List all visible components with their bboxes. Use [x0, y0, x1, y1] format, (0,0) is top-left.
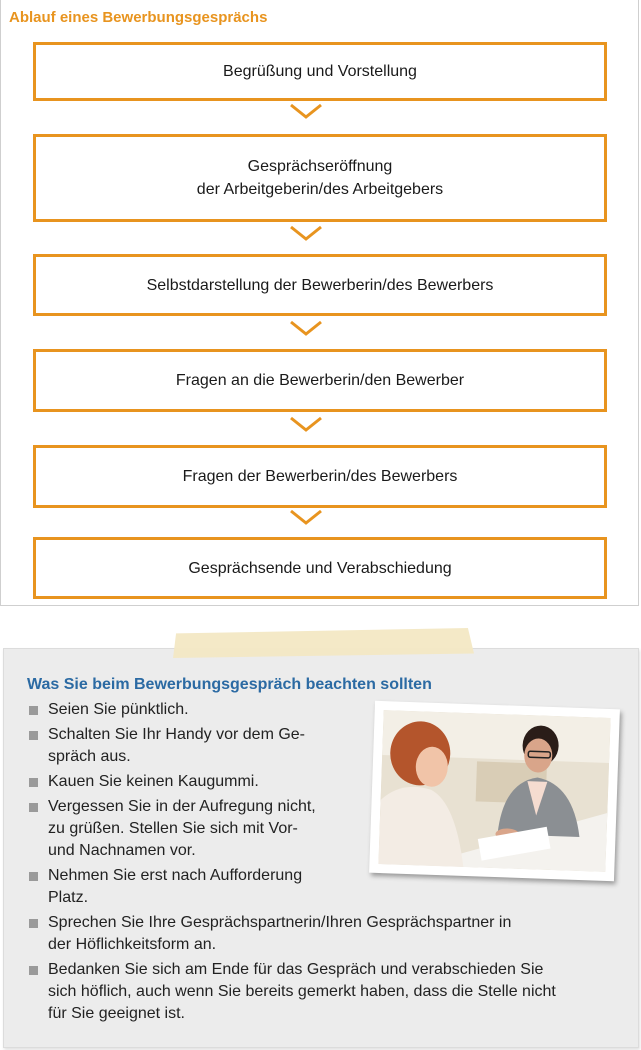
- square-bullet-icon: [29, 778, 38, 787]
- tip-text: Seien Sie pünktlich.: [48, 701, 189, 718]
- flow-step-5-label: Fragen der Bewerberin/des Bewerbers: [182, 468, 458, 485]
- tip-item: [28, 699, 588, 721]
- tip-text: Kauen Sie keinen Kaugummi.: [48, 773, 259, 790]
- flow-step-6: [33, 537, 607, 599]
- flow-step-5: [33, 445, 607, 508]
- flow-step-2-label: Gesprächseröffnung der Arbeitgeberin/des Arbeitgebers: [196, 158, 444, 198]
- tip-item: [28, 724, 338, 768]
- tip-text: Sprechen Sie Ihre Gesprächspartnerin/Ihren Gesprächspartner in der Höflichkeitsform an.: [48, 914, 512, 953]
- down-arrow-icon: [289, 416, 323, 432]
- down-arrow-icon: [289, 320, 323, 336]
- flow-step-4: [33, 349, 607, 412]
- tape-decoration: [170, 628, 474, 658]
- square-bullet-icon: [29, 706, 38, 715]
- tip-item: [28, 865, 338, 909]
- square-bullet-icon: [29, 731, 38, 740]
- square-bullet-icon: [29, 919, 38, 928]
- flow-step-3-label: Selbstdarstellung der Bewerberin/des Bewerbers: [146, 276, 494, 294]
- tip-item: [28, 771, 588, 793]
- tip-text: Bedanken Sie sich am Ende für das Gespräch und verabschieden Sie sich höflich, auch wenn Sie bereits gemerkt haben, dass die Stelle nicht für Sie geeignet ist.: [48, 961, 556, 1022]
- tips-list: [28, 699, 588, 1028]
- tip-item: [28, 959, 588, 1025]
- tip-text: Nehmen Sie erst nach Aufforderung Platz.: [48, 867, 303, 906]
- down-arrow-icon: [289, 509, 323, 525]
- flow-step-6-label: Gesprächsende und Verabschiedung: [188, 559, 452, 577]
- flow-step-3: [33, 254, 607, 316]
- down-arrow-icon: [289, 225, 323, 241]
- tip-text: Vergessen Sie in der Aufregung nicht, zu grüßen. Stellen Sie sich mit Vor- und Nachnamen vor.: [48, 798, 316, 859]
- flowchart-title: Ablauf eines Bewerbungsgesprächs: [9, 9, 268, 26]
- tip-item: [28, 912, 588, 956]
- flow-step-1: [33, 42, 607, 101]
- square-bullet-icon: [29, 872, 38, 881]
- square-bullet-icon: [29, 803, 38, 812]
- flow-step-4-label: Fragen an die Bewerberin/den Bewerber: [175, 372, 465, 389]
- tip-item: [28, 796, 338, 862]
- flow-step-1-label: Begrüßung und Vorstellung: [223, 63, 417, 80]
- square-bullet-icon: [29, 966, 38, 975]
- tip-text: Schalten Sie Ihr Handy vor dem Ge- spräch aus.: [48, 726, 306, 765]
- flow-step-2: [33, 134, 607, 222]
- down-arrow-icon: [289, 103, 323, 119]
- tips-title: Was Sie beim Bewerbungsgespräch beachten sollten: [27, 676, 432, 693]
